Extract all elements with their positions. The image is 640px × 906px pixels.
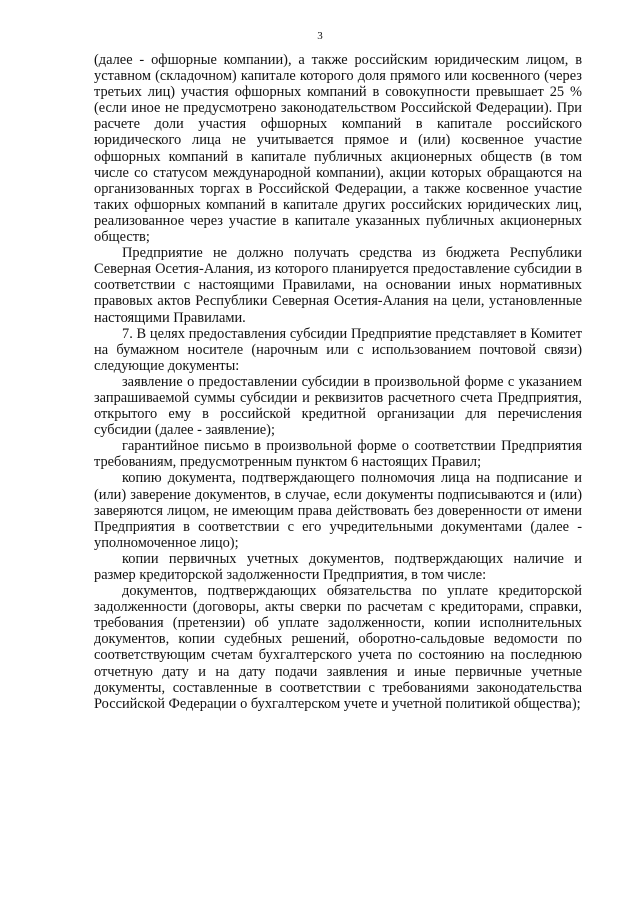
page-number: 3 <box>317 30 323 42</box>
paragraph-authority-document: копию документа, подтверждающего полномочия лица на подписание и (или) заверение документов, в случае, если документы подписываются и (или) заверяются лицом, не имеющим права действовать без доверенности от имени Предприятия в соответствии с его учредительными документами (далее - уполномоченное лицо); <box>94 470 582 551</box>
paragraph-offshore-companies: (далее - офшорные компании), а также российским юридическим лицом, в уставном (складочном) капитале которого доля прямого или косвенного (через третьих лиц) участия офшорных компаний в совокупности превышает 25 % (если иное не предусмотрено законодательством Российской Федерации). При расчете доли участия офшорных компаний в капитале российского юридического лица не учитывается прямое и (или) косвенное участие офшорных компаний в капитале публичных акционерных обществ (в том числе со статусом международной компании), акции которых обращаются на организованных торгах в Российской Федерации, а также косвенное участие таких офшорных компаний в капитале других российских юридических лиц, реализованное через участие в капитале указанных публичных акционерных обществ; <box>94 52 582 246</box>
paragraph-application: заявление о предоставлении субсидии в произвольной форме с указанием запрашиваемой суммы субсидии и реквизитов расчетного счета Предприятия, открытого ему в российской кредитной организации для перечисления субсидии (далее - заявление); <box>94 373 582 439</box>
paragraph-guarantee-letter: гарантийное письмо в произвольной форме о соответствии Предприятия требованиям, предусмотренным пунктом 6 настоящих Правил; <box>94 438 582 471</box>
paragraph-primary-documents: копии первичных учетных документов, подтверждающих наличие и размер кредиторской задолженности Предприятия, в том числе: <box>94 550 582 583</box>
document-body <box>94 52 582 712</box>
paragraph-obligation-documents: документов, подтверждающих обязательства по уплате кредиторской задолженности (договоры, акты сверки по расчетам с кредиторами, справки, требования (претензии) об уплате задолженности, копии исполнительных документов, копии судебных решений, оборотно-сальдовые ведомости по соответствующим счетам бухгалтерского учета по состоянию на последнюю отчетную дату и на дату подачи заявления и иные первичные учетные документы, составленные в соответствии с требованиями законодательства Российской Федерации о бухгалтерском учете и учетной политикой общества); <box>94 583 582 712</box>
paragraph-item-7: 7. В целях предоставления субсидии Предприятие представляет в Комитет на бумажном носителе (нарочным или с использованием почтовой связи) следующие документы: <box>94 325 582 374</box>
paragraph-budget-restriction: Предприятие не должно получать средства из бюджета Республики Северная Осетия-Алания, из которого планируется предоставление субсидии в соответствии с настоящими Правилами, на основании иных нормативных правовых актов Республики Северная Осетия-Алания на цели, установленные настоящими Правилами. <box>94 245 582 326</box>
